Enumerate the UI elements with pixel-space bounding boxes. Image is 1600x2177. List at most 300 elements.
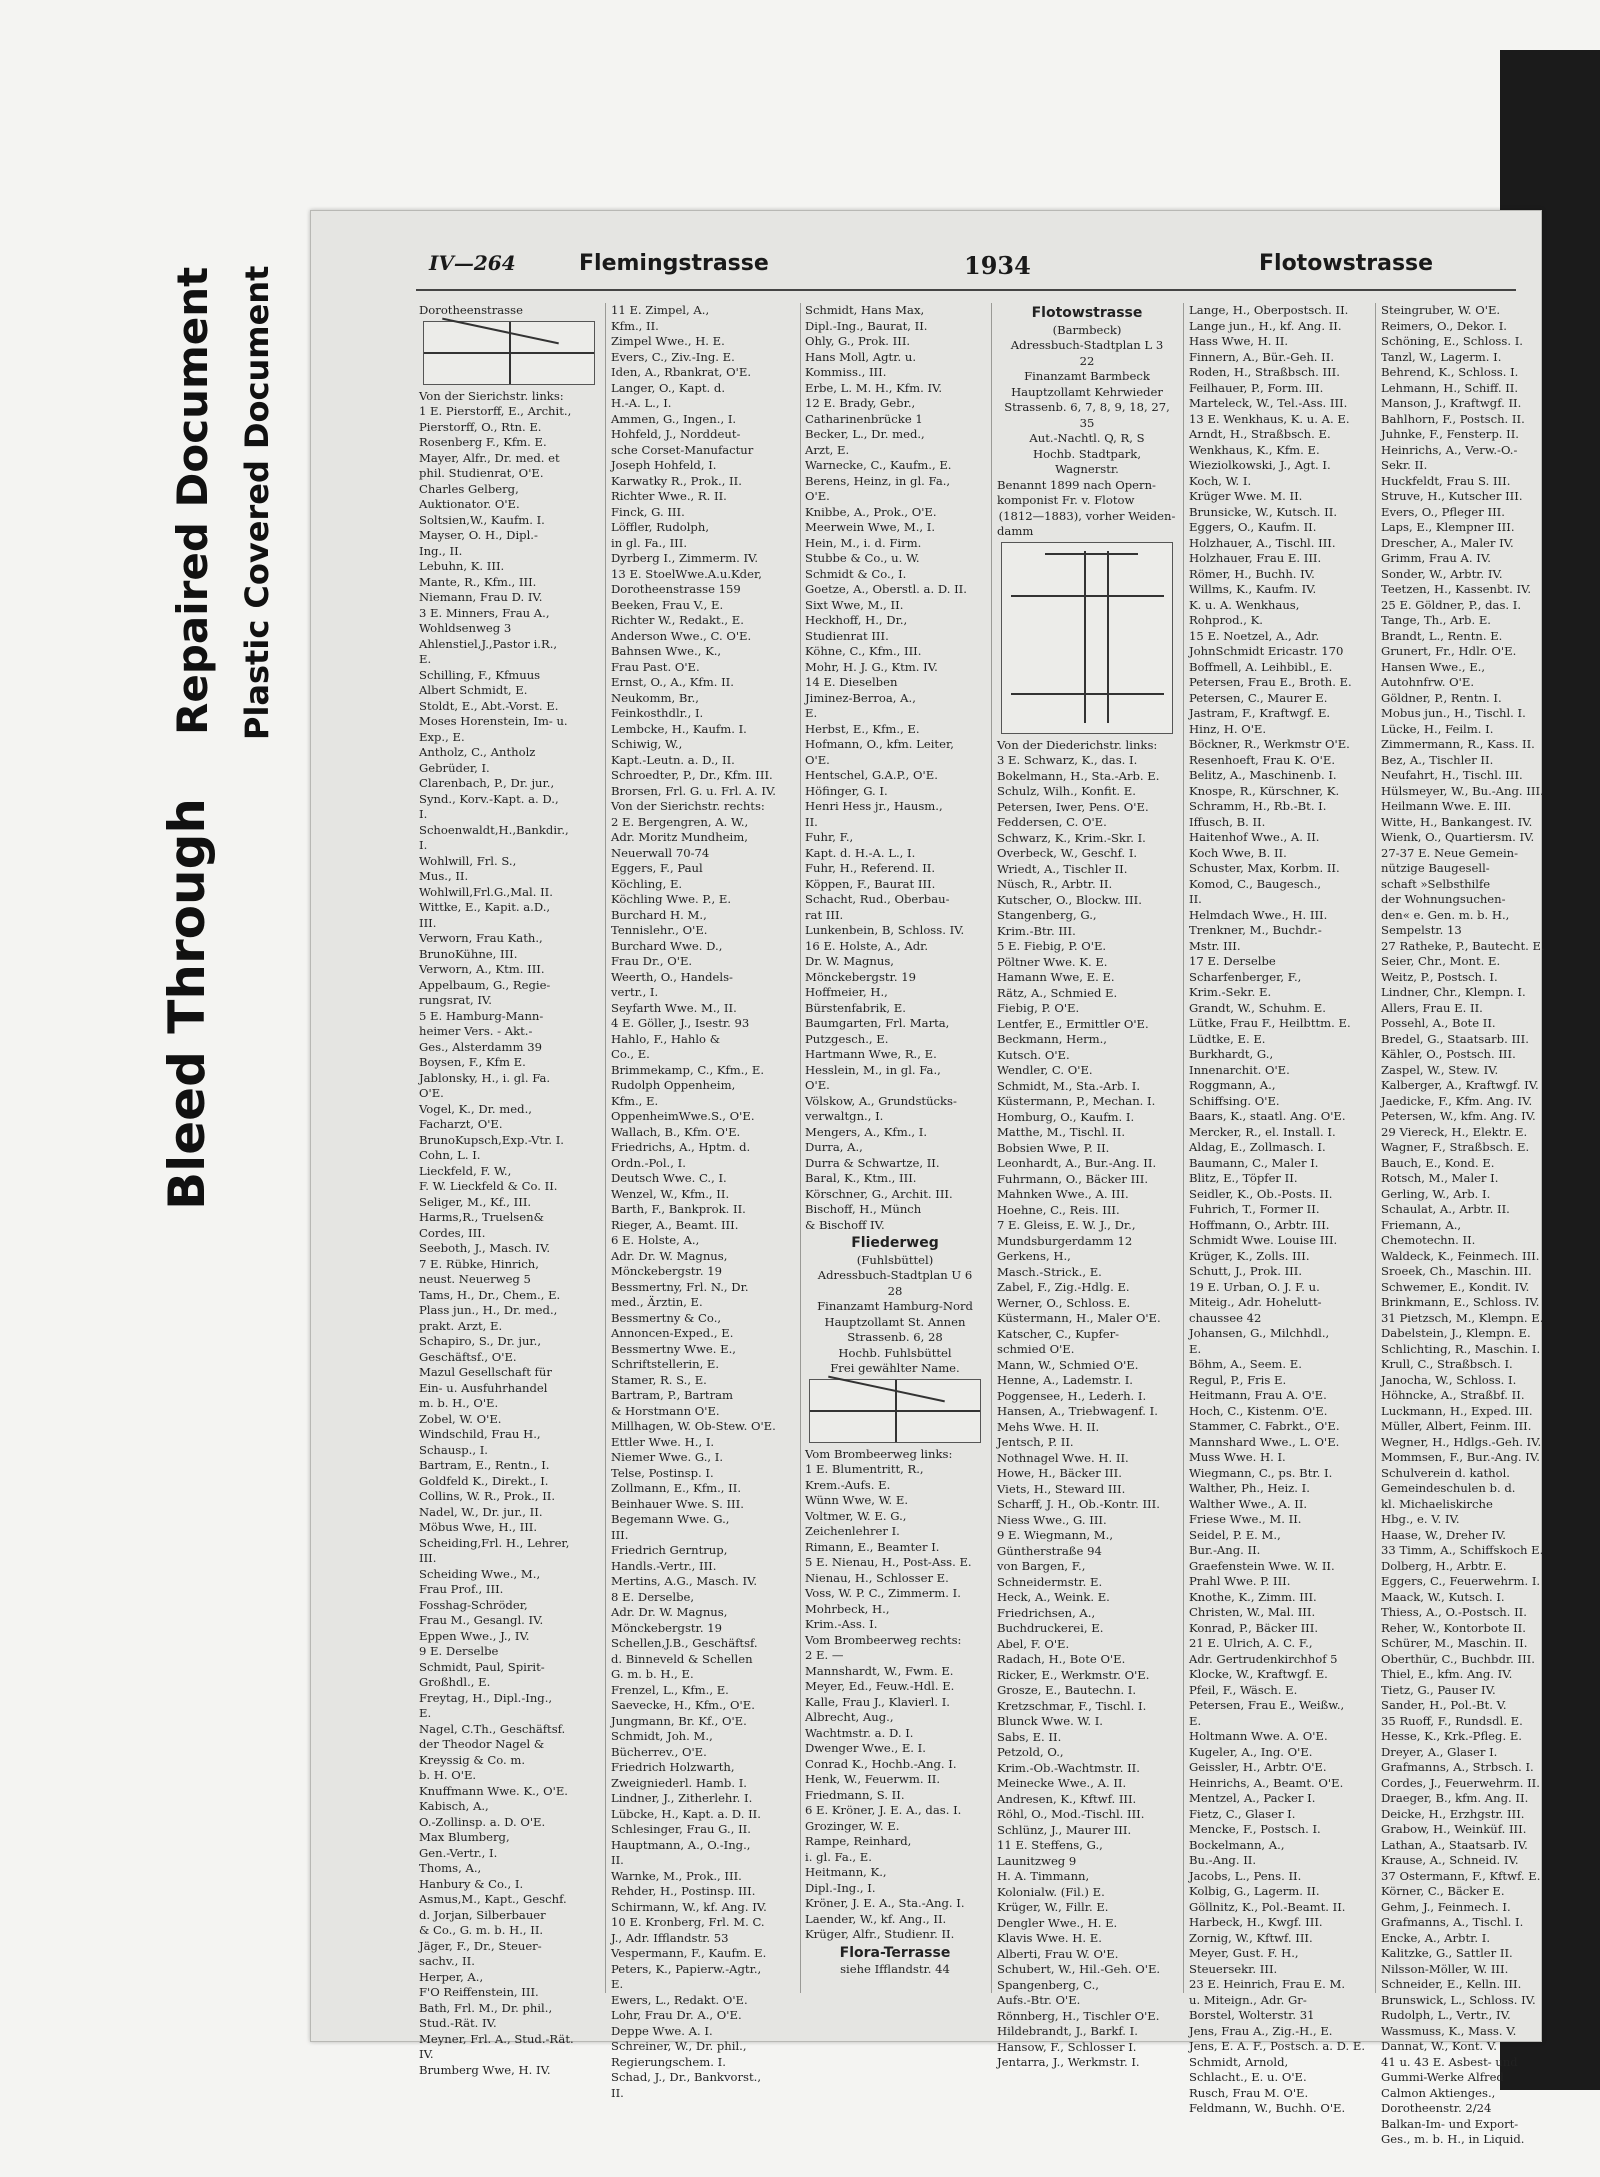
directory-entry: Klocke, W., Kraftwgf. E. — [1189, 1667, 1328, 1681]
directory-entry: Miteig., Adr. Hohelutt- — [1189, 1295, 1322, 1309]
directory-entry: Matthe, M., Tischl. II. — [997, 1125, 1126, 1139]
directory-entry: Scheiding Wwe., M., — [419, 1566, 541, 1581]
directory-entry: Buchdruckerei, E. — [997, 1621, 1104, 1635]
directory-entry: Alberti, Frau W. O'E. — [997, 1946, 1119, 1961]
directory-entry: Dorotheenstrasse 159 — [611, 582, 741, 596]
directory-entry: 8 E. Derselbe, — [611, 1589, 695, 1604]
directory-entry: Telse, Postinsp. I. — [611, 1465, 714, 1480]
directory-entry: Walther Wwe., A. II. — [1189, 1496, 1308, 1511]
directory-entry: Kutscher, O., Blockw. III. — [997, 892, 1142, 907]
directory-entry: Synd., Korv.-Kapt. a. D., — [419, 791, 559, 806]
directory-entry: Warnke, M., Prok., III. — [611, 1868, 742, 1883]
directory-entry: 6 E. Kröner, J. E. A., das. I. — [805, 1803, 962, 1817]
directory-entry: 16 E. Holste, A., Adr. — [805, 938, 929, 953]
directory-entry: Deutsch Wwe. C., I. — [611, 1171, 727, 1185]
directory-entry: Ewers, L., Redakt. O'E. — [611, 1992, 748, 2007]
directory-entry: II. — [805, 814, 818, 829]
street-map-sketch — [1001, 542, 1173, 734]
directory-entry: Köchling Wwe. P., E. — [611, 892, 732, 906]
directory-entry: Mohr, H. J. G., Ktm. IV. — [805, 659, 938, 674]
directory-entry: Bessmertny Wwe. E., — [611, 1341, 736, 1356]
directory-entry: Schacht, Rud., Oberbau- — [805, 892, 950, 906]
directory-entry: i. gl. Fa., E. — [805, 1849, 872, 1864]
directory-entry: 7 E. Rübke, Hinrich, — [419, 1256, 539, 1271]
directory-entry: III. — [419, 1551, 437, 1565]
directory-entry: Hein, M., i. d. Firm. — [805, 535, 922, 550]
directory-entry: Göldner, P., Rentn. I. — [1381, 690, 1502, 705]
directory-entry: Allers, Frau E. II. — [1381, 1000, 1483, 1015]
directory-entry: Adr. Dr. W. Magnus, — [611, 1248, 728, 1263]
directory-entry: Krim.-Ass. I. — [805, 1617, 878, 1631]
directory-entry: Sonder, W., Arbtr. IV. — [1381, 566, 1503, 581]
directory-entry: Joseph Hohfeld, I. — [611, 458, 717, 472]
directory-entry: Berens, Heinz, in gl. Fa., — [805, 473, 951, 488]
street-info-line: Frei gewählter Name. — [830, 1361, 960, 1375]
directory-entry: H. A. Timmann, — [997, 1869, 1090, 1883]
directory-entry: sachv., II. — [419, 1954, 475, 1968]
directory-entry: med., Ärztin, E. — [611, 1295, 703, 1309]
directory-entry: Laender, W., kf. Ang., II. — [805, 1911, 947, 1926]
directory-entry: Rieger, A., Beamt. III. — [611, 1217, 739, 1232]
directory-entry: Draeger, B., kfm. Ang. II. — [1381, 1791, 1529, 1805]
directory-entry: Scharfenberger, F., — [1189, 969, 1302, 984]
directory-entry: Körner, C., Bäcker E. — [1381, 1884, 1505, 1898]
directory-entry: Weitz, P., Postsch. I. — [1381, 969, 1498, 984]
directory-entry: Goetze, A., Oberstl. a. D. II. — [805, 582, 967, 596]
directory-entry: Mehs Wwe. H. II. — [997, 1419, 1100, 1434]
directory-entry: Deicke, H., Erzhgstr. III. — [1381, 1806, 1525, 1821]
directory-entry: Co., E. — [611, 1047, 650, 1061]
directory-entry: Göllnitz, K., Pol.-Beamt. II. — [1189, 1899, 1346, 1914]
directory-entry: Barth, F., Bankprok. II. — [611, 1202, 746, 1216]
directory-entry: Römer, H., Buchh. IV. — [1189, 566, 1315, 581]
directory-entry: der Theodor Nagel & — [419, 1737, 545, 1751]
directory-entry: Seidler, K., Ob.-Posts. II. — [1189, 1186, 1333, 1201]
directory-entry: I. — [419, 807, 428, 821]
directory-entry: Ges., m. b. H., in Liquid. — [1381, 2132, 1525, 2146]
directory-entry: F. W. Lieckfeld & Co. II. — [419, 1179, 558, 1193]
street-info-line: Adressbuch-Stadtplan U 6 — [817, 1268, 973, 1282]
directory-entry: Brorsen, Frl. G. u. Frl. A. IV. — [611, 783, 776, 798]
directory-entry: Aldag, E., Zollmasch. I. — [1189, 1140, 1326, 1154]
directory-entry: Boysen, F., Kfm E. — [419, 1055, 526, 1069]
directory-entry: Dreyer, A., Glaser I. — [1381, 1744, 1498, 1759]
directory-entry: Mannshard Wwe., L. O'E. — [1189, 1434, 1340, 1449]
directory-entry: Lütke, Frau F., Heilbttm. E. — [1189, 1016, 1351, 1030]
directory-entry: Manson, J., Kraftwgf. II. — [1381, 396, 1522, 410]
directory-entry: Zeichenlehrer I. — [805, 1524, 900, 1538]
directory-entry: Haase, W., Dreher IV. — [1381, 1527, 1506, 1542]
directory-entry: Deppe Wwe. A. I. — [611, 2023, 713, 2038]
directory-entry: Wenkhaus, K., Kfm. E. — [1189, 442, 1320, 457]
directory-entry: Kolbig, G., Lagerm. II. — [1189, 1884, 1320, 1898]
directory-entry: Eppen Wwe., J., IV. — [419, 1628, 530, 1643]
directory-entry: Dorotheenstr. 2/24 — [1381, 2101, 1492, 2115]
directory-entry: m. b. H., O'E. — [419, 1396, 499, 1410]
directory-entry: Knothe, K., Zimm. III. — [1189, 1589, 1317, 1604]
directory-entry: Eggers, F., Paul — [611, 861, 703, 875]
directory-entry: 6 E. Holste, A., — [611, 1233, 700, 1247]
directory-entry: Lücke, H., Feilm. I. — [1381, 721, 1494, 736]
directory-entry: Konrad, P., Bäcker III. — [1189, 1620, 1319, 1635]
directory-entry: Eggers, C., Feuerwehrm. I. — [1381, 1574, 1541, 1588]
directory-entry: Komod, C., Baugesch., — [1189, 876, 1322, 891]
directory-entry: Baumgarten, Frl. Marta, — [805, 1016, 950, 1030]
directory-entry: Kolonialw. (Fil.) E. — [997, 1884, 1105, 1899]
directory-entry: Hoehne, C., Reis. III. — [997, 1202, 1120, 1217]
directory-entry: Schürer, M., Maschin. II. — [1381, 1636, 1528, 1650]
directory-entry: Petersen, Iwer, Pens. O'E. — [997, 799, 1149, 814]
directory-entry: Benannt 1899 nach Opern- — [997, 477, 1156, 492]
directory-entry: Mercker, R., el. Install. I. — [1189, 1124, 1336, 1139]
directory-entry: 2 E. — — [805, 1648, 844, 1662]
column-divider — [991, 303, 992, 1993]
directory-entry: Kapt. d. H.-A. L., I. — [805, 845, 916, 860]
directory-entry: Tange, Th., Arb. E. — [1381, 613, 1491, 627]
directory-entry: Brunsicke, W., Kutsch. II. — [1189, 504, 1338, 519]
directory-entry: Rampe, Reinhard, — [805, 1834, 912, 1848]
directory-entry: Tams, H., Dr., Chem., E. — [419, 1287, 561, 1302]
directory-entry: 35 Ruoff, F., Rundsdl. E. — [1381, 1713, 1523, 1728]
directory-entry: Röhl, O., Mod.-Tischl. III. — [997, 1807, 1145, 1821]
directory-entry: Innenarchit. O'E. — [1189, 1062, 1290, 1077]
directory-entry: Schulverein d. kathol. — [1381, 1465, 1510, 1480]
directory-entry: Howe, H., Bäcker III. — [997, 1466, 1122, 1480]
directory-entry: Kfm., E. — [611, 1093, 659, 1108]
directory-entry: Grunert, Fr., Hdlr. O'E. — [1381, 644, 1517, 658]
directory-entry: Thoms, A., — [419, 1861, 482, 1875]
directory-entry: Lieckfeld, F. W., — [419, 1163, 512, 1178]
street-info-line: 22 — [1079, 353, 1095, 368]
directory-entry: Chemotechn. II. — [1381, 1233, 1476, 1247]
directory-entry: 3 E. Schwarz, K., das. I. — [997, 753, 1138, 767]
directory-entry: Fiebig, P. O'E. — [997, 1001, 1080, 1015]
directory-entry: Bessmertny, Frl. N., Dr. — [611, 1279, 749, 1294]
directory-entry: Johansen, G., Milchhdl., — [1189, 1326, 1330, 1340]
directory-entry: Petersen, W., kfm. Ang. IV. — [1381, 1109, 1536, 1123]
directory-entry: Friese Wwe., M. II. — [1189, 1512, 1302, 1526]
directory-entry: Brimmekamp, C., Kfm., E. — [611, 1062, 765, 1077]
directory-entry: Höhncke, A., Straßbf. II. — [1381, 1388, 1525, 1402]
directory-entry: Possehl, A., Bote II. — [1381, 1016, 1496, 1030]
directory-entry: Verworn, A., Ktm. III. — [419, 962, 545, 976]
directory-entry: rat III. — [805, 907, 844, 922]
directory-entry: Heinrichs, A., Beamt. O'E. — [1189, 1775, 1344, 1790]
directory-entry: Hauptmann, A., O.-Ing., — [611, 1837, 751, 1852]
directory-entry: Iden, A., Rbankrat, O'E. — [611, 365, 752, 379]
directory-entry: Heitmann, K., — [805, 1865, 887, 1879]
directory-entry: O'E. — [419, 1086, 444, 1100]
directory-entry: Zimpel Wwe., H. E. — [611, 334, 725, 348]
directory-entry: Abel, F. O'E. — [997, 1636, 1070, 1651]
directory-entry: Wiegmann, C., ps. Btr. I. — [1189, 1465, 1333, 1480]
directory-entry: Aufs.-Btr. O'E. — [997, 1993, 1081, 2007]
directory-entry: d. Binneveld & Schellen — [611, 1651, 753, 1666]
directory-entry: Wienk, O., Quartiersm. IV. — [1381, 830, 1535, 844]
directory-entry: E. — [805, 706, 818, 720]
directory-entry: Nagel, C.Th., Geschäftsf. — [419, 1721, 566, 1736]
directory-entry: Schmidt, Joh. M., — [611, 1729, 713, 1743]
directory-entry: Brinkmann, E., Schloss. IV. — [1381, 1295, 1540, 1309]
directory-entry: Beckmann, Herm., — [997, 1032, 1107, 1046]
directory-entry: Haitenhof Wwe., A. II. — [1189, 830, 1320, 844]
directory-entry: Mstr. III. — [1189, 938, 1241, 953]
directory-entry: Schöning, E., Schloss. I. — [1381, 334, 1523, 348]
directory-entry: Mayer, Alfr., Dr. med. et — [419, 450, 560, 465]
directory-entry: Fosshag-Schröder, — [419, 1597, 528, 1612]
directory-entry: Ettler Wwe. H., I. — [611, 1434, 715, 1449]
directory-entry: Radach, H., Bote O'E. — [997, 1652, 1126, 1666]
directory-entry: Von der Sierichstr. rechts: — [611, 799, 765, 813]
directory-entry: Hoffmann, O., Arbtr. III. — [1189, 1217, 1330, 1232]
directory-entry: Andresen, K., Kftwf. III. — [997, 1791, 1137, 1806]
directory-entry: Heinrichs, A., Verw.-O.- — [1381, 442, 1518, 457]
directory-entry: 3 E. Minners, Frau A., — [419, 605, 550, 620]
directory-column-1 — [419, 303, 599, 2077]
directory-entry: Homburg, O., Kaufm. I. — [997, 1109, 1135, 1124]
directory-entry: Mante, R., Kfm., III. — [419, 574, 537, 589]
directory-entry: Meyner, Frl. A., Stud.-Rät. — [419, 2031, 574, 2046]
directory-entry: & Co., G. m. b. H., II. — [419, 1923, 544, 1937]
street-heading: Flotowstrasse — [1031, 305, 1143, 321]
directory-entry: Heitmann, Frau A. O'E. — [1189, 1388, 1327, 1402]
directory-entry: Wegner, H., Hdlgs.-Geh. IV. — [1381, 1434, 1542, 1449]
directory-entry: Peters, K., Papierw.-Agtr., — [611, 1961, 762, 1976]
directory-entry: neust. Neuerweg 5 — [419, 1272, 531, 1286]
directory-entry: Koch, W. I. — [1189, 473, 1252, 488]
directory-entry: Wagner, F., Straßbsch. E. — [1381, 1140, 1530, 1154]
directory-entry: I. — [419, 838, 428, 852]
directory-entry: Rimann, E., Beamter I. — [805, 1539, 940, 1554]
directory-entry: Blitz, E., Töpfer II. — [1189, 1171, 1298, 1185]
directory-entry: Helmdach Wwe., H. III. — [1189, 907, 1328, 922]
directory-entry: Kutsch. O'E. — [997, 1047, 1070, 1062]
directory-entry: Lange jun., H., kf. Ang. II. — [1189, 318, 1342, 333]
directory-entry: schaft »Selbsthilfe — [1381, 876, 1491, 891]
directory-entry: Gerling, W., Arb. I. — [1381, 1186, 1491, 1201]
directory-entry: Hass Wwe, H. II. — [1189, 334, 1289, 348]
directory-entry: Schmidt, M., Sta.-Arb. I. — [997, 1078, 1141, 1093]
street-info-line: Hochb. Stadtpark, — [1032, 446, 1142, 461]
directory-entry: Kugeler, A., Ing. O'E. — [1189, 1744, 1313, 1759]
directory-entry: Grozinger, W. E. — [805, 1818, 900, 1833]
directory-entry: Kfm., II. — [611, 318, 659, 333]
directory-entry: Großhdl., E. — [419, 1675, 491, 1689]
directory-entry: 5 E. Hamburg-Mann- — [419, 1008, 544, 1023]
directory-entry: Wenzel, W., Kfm., II. — [611, 1186, 730, 1201]
directory-entry: Hofmann, O., kfm. Leiter, — [805, 737, 954, 751]
directory-entry: Schreiner, W., Dr. phil., — [611, 2039, 747, 2053]
directory-entry: Richter W., Redakt., E. — [611, 613, 744, 627]
directory-entry: Bath, Frl. M., Dr. phil., — [419, 2000, 553, 2015]
directory-entry: Stamer, R. S., E. — [611, 1372, 707, 1387]
directory-entry: 5 E. Fiebig, P. O'E. — [997, 939, 1107, 953]
directory-entry: Gehm, J., Feinmech. I. — [1381, 1899, 1511, 1914]
directory-entry: Goldfeld K., Direkt., I. — [419, 1473, 549, 1488]
directory-entry: Feldmann, W., Buchh. O'E. — [1189, 2101, 1346, 2115]
directory-entry: Gummi-Werke Alfred — [1381, 2070, 1504, 2084]
directory-entry: Krüger, Alfr., Studienr. II. — [805, 1927, 955, 1941]
directory-entry: Kalle, Frau J., Klavierl. I. — [805, 1694, 950, 1709]
directory-entry: Klavis Wwe. H. E. — [997, 1931, 1102, 1945]
directory-entry: Schramm, H., Rb.-Bt. I. — [1189, 799, 1327, 813]
street-info-line: 28 — [887, 1283, 903, 1298]
directory-entry: 37 Ostermann, F., Kftwf. E. — [1381, 1868, 1541, 1883]
street-info-line: Hauptzollamt St. Annen — [824, 1314, 966, 1329]
street-info-line: Strassenb. 6, 7, 8, 9, 18, 27, 35 — [1004, 400, 1170, 430]
directory-entry: 1 E. Pierstorff, E., Archit., — [419, 404, 572, 418]
directory-entry: Rönnberg, H., Tischler O'E. — [997, 2008, 1160, 2023]
directory-entry: Rudolph Oppenheim, — [611, 1078, 736, 1092]
directory-entry: Hahlo, F., Hahlo & — [611, 1031, 721, 1046]
directory-entry: Meerwein Wwe, M., I. — [805, 520, 936, 534]
directory-entry: Grafmanns, A., Tischl. I. — [1381, 1915, 1524, 1929]
directory-entry: Niess Wwe., G. III. — [997, 1512, 1107, 1527]
directory-entry: Wriedt, A., Tischler II. — [997, 861, 1128, 876]
directory-entry: Köchling, E. — [611, 876, 683, 891]
directory-entry: Autohnfrw. O'E. — [1381, 675, 1475, 689]
directory-entry: Schneidermstr. E. — [997, 1574, 1103, 1589]
directory-entry: Stammer, C. Fabrkt., O'E. — [1189, 1419, 1340, 1433]
directory-entry: Witte, H., Bankangest. IV. — [1381, 814, 1533, 829]
directory-entry: Fuhrmann, O., Bäcker III. — [997, 1171, 1149, 1186]
directory-entry: Jablonsky, H., i. gl. Fa. — [419, 1070, 551, 1085]
directory-entry: 27-37 E. Neue Gemein- — [1381, 845, 1519, 860]
directory-entry: Schapiro, S., Dr. jur., — [419, 1334, 542, 1348]
directory-entry: Erbe, L. M. H., Kfm. IV. — [805, 380, 943, 395]
directory-entry: Seyfarth Wwe. M., II. — [611, 1000, 737, 1015]
directory-entry: E. — [611, 1977, 624, 1991]
directory-entry: Langer, O., Kapt. d. — [611, 380, 726, 395]
directory-entry: verwaltgn., I. — [805, 1109, 884, 1123]
directory-entry: Anderson Wwe., C. O'E. — [611, 628, 752, 643]
directory-entry: Dorotheenstrasse — [419, 303, 523, 317]
directory-entry: Rotsch, M., Maler I. — [1381, 1171, 1499, 1185]
directory-entry: Hansen, A., Triebwagenf. I. — [997, 1404, 1158, 1418]
directory-entry: Jentsch, P. II. — [997, 1435, 1074, 1449]
directory-entry: Wohlwill,Frl.G.,Mal. II. — [419, 884, 553, 899]
directory-entry: Schilling, F., Kfmuus — [419, 667, 541, 682]
directory-entry: Löffler, Rudolph, — [611, 520, 710, 534]
directory-entry: O'E. — [805, 489, 830, 503]
directory-column-3 — [805, 303, 985, 2003]
directory-entry: Windschild, Frau H., — [419, 1427, 541, 1441]
directory-entry: 5 E. Nienau, H., Post-Ass. E. — [805, 1555, 972, 1569]
directory-entry: Lunkenbein, B, Schloss. IV. — [805, 923, 965, 937]
directory-entry: Laps, E., Klempner III. — [1381, 520, 1515, 534]
directory-entry: Dipl.-Ing., Baurat, II. — [805, 318, 928, 333]
directory-entry: Lange, H., Oberpostsch. II. — [1189, 303, 1349, 317]
directory-entry: Finnern, A., Bür.-Geh. II. — [1189, 349, 1335, 364]
directory-entry: Mengers, A., Kfm., I. — [805, 1124, 928, 1139]
directory-entry: Mommsen, F., Bur.-Ang. IV. — [1381, 1450, 1540, 1464]
directory-entry: & Bischoff IV. — [805, 1217, 885, 1232]
directory-entry: Overbeck, W., Geschf. I. — [997, 846, 1138, 860]
directory-entry: Kretzschmar, F., Tischl. I. — [997, 1698, 1147, 1713]
directory-entry: Fuhrich, T., Former II. — [1189, 1202, 1320, 1216]
directory-entry: & Horstmann O'E. — [611, 1403, 720, 1418]
directory-entry: Schwarz, K., Krim.-Skr. I. — [997, 830, 1146, 845]
directory-entry: Bücherrev., O'E. — [611, 1744, 707, 1759]
directory-entry: Poggensee, H., Lederh. I. — [997, 1388, 1147, 1403]
street-info-line: Wagnerstr. — [1055, 462, 1119, 476]
directory-entry: Luckmann, H., Exped. III. — [1381, 1403, 1533, 1418]
directory-entry: Bartram, E., Rentn., I. — [419, 1458, 550, 1472]
directory-entry: Friemann, A., — [1381, 1217, 1462, 1232]
directory-entry: Küstermann, P., Mechan. I. — [997, 1094, 1156, 1108]
directory-entry: Richter Wwe., R. II. — [611, 489, 727, 503]
directory-entry: Schmidt & Co., I. — [805, 566, 907, 581]
directory-entry: Wachtmstr. a. D. I. — [805, 1725, 914, 1740]
page-header — [429, 251, 1519, 291]
directory-entry: Dyrberg I., Zimmerm. IV. — [611, 551, 759, 565]
directory-column-6 — [1381, 303, 1545, 2146]
directory-entry: Petersen, C., Maurer E. — [1189, 690, 1328, 705]
directory-entry: Reher, W., Kontorbote II. — [1381, 1620, 1526, 1635]
street-heading: Fliederweg — [851, 1235, 939, 1251]
directory-entry: Hansow, F., Schlosser I. — [997, 2039, 1137, 2054]
right-street-title: Flotowstrasse — [1259, 251, 1434, 276]
directory-entry: Handls.-Vertr., III. — [611, 1558, 717, 1573]
directory-entry: Zaspel, W., Stew. IV. — [1381, 1062, 1499, 1077]
directory-entry: Hesslein, M., in gl. Fa., — [805, 1062, 941, 1077]
directory-entry: Tietz, G., Pauser IV. — [1381, 1682, 1496, 1697]
directory-entry: Sroeek, Ch., Maschin. III. — [1381, 1264, 1532, 1278]
directory-entry: Von der Sierichstr. links: — [419, 388, 564, 403]
directory-entry: 21 E. Ulrich, A. C. F., — [1189, 1636, 1313, 1650]
directory-entry: Böckner, R., Werkmstr O'E. — [1189, 737, 1350, 751]
directory-entry: Seier, Chr., Mont. E. — [1381, 954, 1501, 968]
directory-entry: Krim.-Btr. III. — [997, 923, 1076, 938]
directory-entry: Schroedter, P., Dr., Kfm. III. — [611, 768, 773, 782]
directory-entry: Gemeindeschulen b. d. — [1381, 1481, 1516, 1495]
directory-entry: Mohrbeck, H., — [805, 1601, 890, 1616]
directory-entry: Scharff, J. H., Ob.-Kontr. III. — [997, 1497, 1160, 1511]
directory-column-2 — [611, 303, 795, 2100]
directory-entry: Thiel, E., kfm. Ang. IV. — [1381, 1667, 1513, 1681]
directory-entry: Wieziolkowski, J., Agt. I. — [1189, 458, 1331, 472]
directory-entry: 19 E. Urban, O. J. F. u. — [1189, 1279, 1320, 1294]
street-info-line: Strassenb. 6, 28 — [847, 1330, 943, 1344]
directory-entry: Ricker, E., Werkmstr. O'E. — [997, 1667, 1150, 1682]
directory-entry: II. — [611, 1853, 624, 1867]
directory-entry: Köppen, F., Baurat III. — [805, 876, 936, 891]
directory-entry: Mobus jun., H., Tischl. I. — [1381, 706, 1526, 720]
directory-entry: Huckfeldt, Frau S. III. — [1381, 473, 1511, 488]
directory-entry: Frau Dr., O'E. — [611, 954, 693, 968]
directory-entry: 33 Timm, A., Schiffskoch E. — [1381, 1543, 1544, 1557]
directory-entry: 15 E. Noetzel, A., Adr. — [1189, 628, 1320, 643]
directory-entry: Willms, K., Kaufm. IV. — [1189, 582, 1317, 596]
directory-entry: Grosze, E., Bautechn. I. — [997, 1683, 1137, 1697]
directory-entry: Christen, W., Mal. III. — [1189, 1605, 1316, 1619]
directory-entry: Kähler, O., Postsch. III. — [1381, 1047, 1516, 1061]
directory-entry: Albrecht, Aug., — [805, 1710, 894, 1724]
directory-entry: 9 E. Derselbe — [419, 1644, 499, 1658]
directory-entry: Geschäftsf., O'E. — [419, 1349, 517, 1364]
directory-entry: Friedrichs, A., Hptm. d. — [611, 1140, 751, 1154]
directory-entry: 11 E. Zimpel, A., — [611, 303, 710, 317]
directory-entry: Scheiding,Frl. H., Lehrer, — [419, 1535, 570, 1550]
directory-entry: J., Adr. Ifflandstr. 53 — [611, 1930, 729, 1945]
directory-entry: Iffusch, B. II. — [1189, 814, 1266, 829]
directory-entry: Borstel, Wolterstr. 31 — [1189, 2008, 1315, 2022]
directory-entry: O.-Zollinsp. a. D. O'E. — [419, 1814, 546, 1829]
directory-entry: Nilsson-Möller, W. III. — [1381, 1961, 1509, 1976]
directory-entry: in gl. Fa., III. — [611, 535, 688, 550]
directory-entry: 10 E. Kronberg, Frl. M. C. — [611, 1915, 765, 1929]
directory-entry: Jaedicke, F., Kfm. Ang. IV. — [1381, 1093, 1533, 1108]
